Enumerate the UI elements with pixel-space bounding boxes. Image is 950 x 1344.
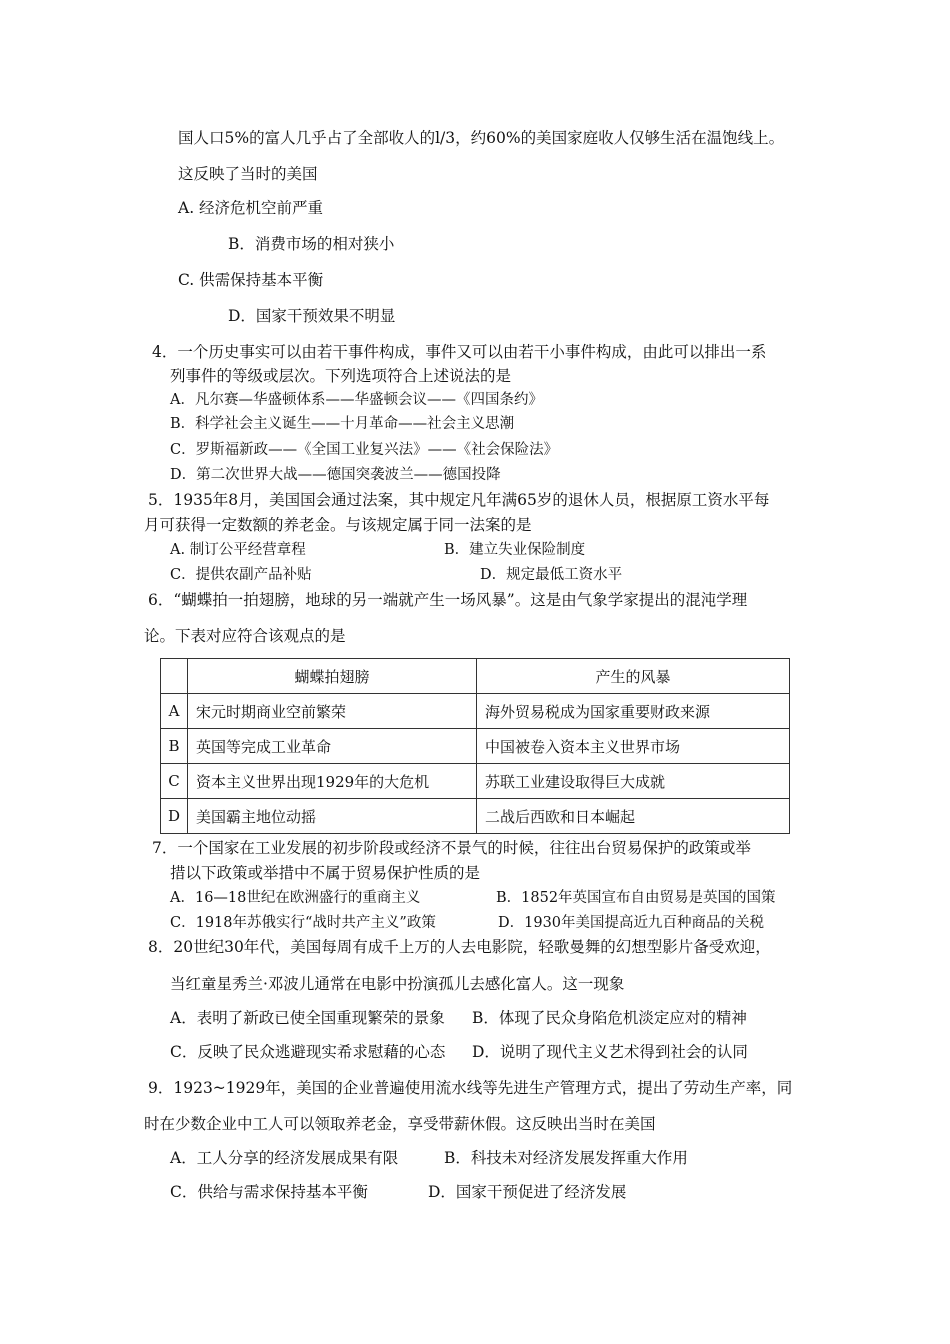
- q6-stem-line1: 6．“蝴蝶拍一拍翅膀，地球的另一端就产生一场风暴”。这是由气象学家提出的混沌学理: [148, 591, 748, 609]
- q6-stem-line2: 论。下表对应符合该观点的是: [144, 627, 346, 645]
- table-cell: 资本主义世界出现1929年的大危机: [188, 764, 477, 799]
- q4-stem-line2: 列事件的等级或层次。下列选项符合上述说法的是: [170, 367, 512, 385]
- q3-option-d: D．国家干预效果不明显: [228, 307, 396, 325]
- q4-option-a: A．凡尔赛—华盛顿体系——华盛顿会议——《四国条约》: [170, 392, 543, 408]
- table-cell: 海外贸易税成为国家重要财政来源: [477, 694, 790, 729]
- table-row: [161, 799, 790, 834]
- q8-option-a: A．表明了新政已使全国重现繁荣的景象: [170, 1009, 445, 1027]
- q6-table: [160, 658, 790, 834]
- table-row: [161, 764, 790, 799]
- table-header-cell: 蝴蝶拍翅膀: [188, 659, 477, 694]
- q5-option-d: D．规定最低工资水平: [480, 567, 623, 583]
- table-cell: 二战后西欧和日本崛起: [477, 799, 790, 834]
- q5-option-a: A. 制订公平经营章程: [170, 542, 306, 558]
- q7-option-a: A．16—18世纪在欧洲盛行的重商主义: [170, 890, 421, 906]
- q4-option-b: B．科学社会主义诞生——十月革命——社会主义思潮: [170, 416, 515, 432]
- table-row: [161, 694, 790, 729]
- q7-option-b: B．1852年英国宣布自由贸易是英国的国策: [496, 890, 776, 906]
- q7-option-d: D．1930年美国提高近九百种商品的关税: [498, 915, 765, 931]
- q3-stem-line1: 国人口5%的富人几乎占了全部收人的l/3，约60%的美国家庭收人仅够生活在温饱线上。: [178, 129, 785, 147]
- q8-stem-line2: 当红童星秀兰·邓波儿通常在电影中扮演孤儿去感化富人。这一现象: [170, 975, 625, 993]
- q3-option-b: B．消费市场的相对狭小: [228, 235, 395, 253]
- q3-option-c: C. 供需保持基本平衡: [178, 271, 324, 289]
- table-cell: B: [161, 729, 188, 764]
- q3-stem-line2: 这反映了当时的美国: [178, 165, 318, 183]
- q4-option-c: C．罗斯福新政——《全国工业复兴法》——《社会保险法》: [170, 442, 559, 458]
- table-header-cell: 产生的风暴: [477, 659, 790, 694]
- q9-option-d: D．国家干预促进了经济发展: [428, 1183, 627, 1201]
- table-row: [161, 729, 790, 764]
- table-cell: 中国被卷入资本主义世界市场: [477, 729, 790, 764]
- table-cell: 美国霸主地位动摇: [188, 799, 477, 834]
- table-header-row: [161, 659, 790, 694]
- q3-option-a: A. 经济危机空前严重: [178, 199, 324, 217]
- q9-option-c: C．供给与需求保持基本平衡: [170, 1183, 368, 1201]
- q4-option-d: D．第二次世界大战——德国突袭波兰——德国投降: [170, 467, 501, 483]
- q7-stem-line2: 措以下政策或举措中不属于贸易保护性质的是: [170, 864, 481, 882]
- q8-option-c: C．反映了民众逃避现实希求慰藉的心态: [170, 1043, 446, 1061]
- q5-stem-line2: 月可获得一定数额的养老金。与该规定属于同一法案的是: [144, 516, 532, 534]
- table-cell: 英国等完成工业革命: [188, 729, 477, 764]
- q7-stem-line1: 7．一个国家在工业发展的初步阶段或经济不景气的时候，往往出台贸易保护的政策或举: [152, 839, 751, 857]
- q5-option-c: C．提供农副产品补贴: [170, 567, 312, 583]
- table-header-cell: [161, 659, 188, 694]
- q5-option-b: B．建立失业保险制度: [444, 542, 586, 558]
- q8-option-b: B．体现了民众身陷危机淡定应对的精神: [472, 1009, 747, 1027]
- q9-stem-line2: 时在少数企业中工人可以领取养老金，享受带薪休假。这反映出当时在美国: [144, 1115, 656, 1133]
- q9-option-a: A．工人分享的经济发展成果有限: [170, 1149, 399, 1167]
- q8-option-d: D．说明了现代主义艺术得到社会的认同: [472, 1043, 748, 1061]
- q7-option-c: C．1918年苏俄实行“战时共产主义”政策: [170, 915, 436, 931]
- table-cell: A: [161, 694, 188, 729]
- q9-stem-line1: 9．1923~1929年，美国的企业普遍使用流水线等先进生产管理方式，提出了劳动生产率，同: [148, 1079, 793, 1097]
- q4-stem-line1: 4．一个历史事实可以由若干事件构成，事件又可以由若干小事件构成，由此可以排出一系: [152, 343, 767, 361]
- table-cell: 宋元时期商业空前繁荣: [188, 694, 477, 729]
- q5-stem-line1: 5．1935年8月，美国国会通过法案，其中规定凡年满65岁的退休人员，根据原工资水平每: [148, 491, 770, 509]
- q9-option-b: B．科技未对经济发展发挥重大作用: [444, 1149, 688, 1167]
- q8-stem-line1: 8．20世纪30年代，美国每周有成千上万的人去电影院，轻歌曼舞的幻想型影片备受欢迎，: [148, 938, 771, 956]
- table-cell: 苏联工业建设取得巨大成就: [477, 764, 790, 799]
- table-cell: D: [161, 799, 188, 834]
- table-cell: C: [161, 764, 188, 799]
